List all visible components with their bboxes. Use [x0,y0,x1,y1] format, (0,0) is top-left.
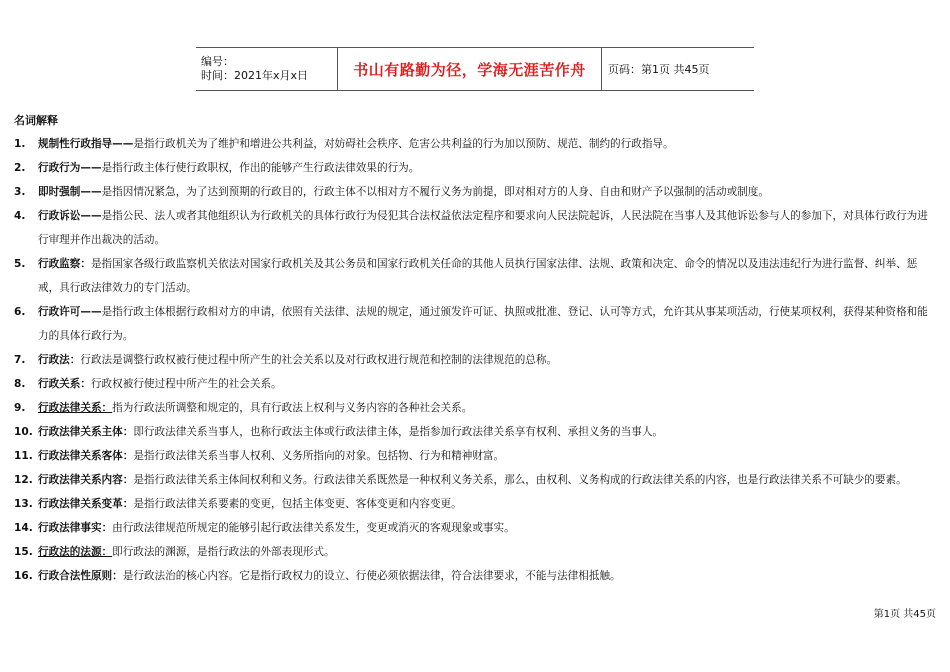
item-number: 3. [14,186,26,198]
item-separator: ： [122,426,134,438]
item-term: 行政许可 [38,306,81,318]
item-term: 行政法律关系客体 [38,450,123,462]
list-item [14,420,938,444]
item-number: 16. [14,570,33,582]
list-item [14,300,938,348]
item-separator: ： [122,450,134,462]
item-number: 1. [14,138,26,150]
list-item [14,132,938,156]
item-separator: ： [122,498,134,510]
item-term: 行政法律关系内容 [38,474,123,486]
item-separator: ： [80,378,91,390]
item-number: 4. [14,210,26,222]
section-title: 名词解释 [14,114,58,127]
footer-page-number: 第1页 共45页 [873,609,936,620]
number-label: 编号： [201,55,234,68]
term-list [14,132,938,588]
item-number: 15. [14,546,33,558]
item-separator: ： [80,258,91,270]
item-number: 8. [14,378,26,390]
item-number: 6. [14,306,26,318]
item-definition: 是指行政主体根据行政相对方的申请，依照有关法律、法规的规定，通过颁发许可证、执照或批准、登记、认可等方式，允许其从事某项活动，行使某项权利，获得某种资格和能力的具体行政行为。 [38,306,928,342]
list-item [14,372,938,396]
list-item [14,252,938,300]
item-term: 行政法律关系变革 [38,498,123,510]
item-definition: 是指因情况紧急，为了达到预期的行政目的，行政主体不以相对方不履行义务为前提，即对相对方的人身、自由和财产予以强制的活动或制度。 [101,186,769,198]
item-term: 行政监察 [38,258,81,270]
list-item [14,468,938,492]
item-separator: —— [80,162,102,174]
item-separator: ： [122,474,134,486]
item-separator: —— [80,210,102,222]
item-number: 5. [14,258,26,270]
list-item [14,540,938,564]
item-definition: 是指行政法律关系当事人权利、义务所指向的对象。包括物、行为和精神财富。 [133,450,505,462]
item-number: 9. [14,402,26,414]
item-number: 10. [14,426,33,438]
list-item [14,156,938,180]
item-separator: ： [69,354,81,366]
item-separator: —— [80,186,102,198]
item-term: 行政合法性原则 [38,570,113,582]
header-table [196,47,754,91]
time-label: 时间：2021年x月x日 [201,69,309,82]
item-term: 行政法 [38,354,70,366]
item-definition: 行政权被行使过程中所产生的社会关系。 [90,378,282,390]
list-item [14,516,938,540]
item-number: 12. [14,474,33,486]
item-definition: 是指行政法律关系要素的变更，包括主体变更、客体变更和内容变更。 [133,498,462,510]
list-item [14,180,938,204]
list-item [14,564,938,588]
item-number: 13. [14,498,33,510]
item-number: 7. [14,354,26,366]
list-item [14,492,938,516]
item-number: 14. [14,522,33,534]
item-separator: —— [80,306,102,318]
list-item [14,396,938,420]
item-separator: —— [112,138,134,150]
list-item [14,444,938,468]
list-item [14,204,938,252]
list-item [14,348,938,372]
item-term: 行政法律关系： [38,402,113,414]
item-separator: ： [101,522,113,534]
item-number: 2. [14,162,26,174]
item-definition: 是指国家各级行政监察机关依法对国家行政机关及其公务员和国家行政机关任命的其他人员执行国家法律、法规、政策和决定、命令的情况以及违法违纪行为进行监督、纠举、惩戒，具行政法律效力的专门活动。 [38,258,918,294]
item-separator: ： [112,570,123,582]
item-term: 行政法律关系主体 [38,426,123,438]
item-definition: 是指行政法律关系主体间权利和义务。行政法律关系既然是一种权利义务关系，那么，由权利、义务构成的行政法律关系的内容，也是行政法律关系不可缺少的要素。 [133,474,907,486]
header-meta-cell [196,48,338,90]
item-term: 行政关系 [38,378,81,390]
item-definition: 是指行政机关为了维护和增进公共利益，对妨碍社会秩序、危害公共利益的行为加以预防、规范、制约的行政指导。 [133,138,674,150]
item-definition: 行政法是调整行政权被行使过程中所产生的社会关系以及对行政权进行规范和控制的法律规范的总称。 [80,354,558,366]
motto: 书山有路勤为径，学海无涯苦作舟 [338,48,602,90]
item-term: 行政法律事实 [38,522,102,534]
item-term: 行政诉讼 [38,210,81,222]
item-definition: 即行政法的渊源，是指行政法的外部表现形式。 [112,546,335,558]
item-term: 行政法的法源： [38,546,113,558]
item-definition: 是指公民、法人或者其他组织认为行政机关的具体行政行为侵犯其合法权益依法定程序和要求向人民法院起诉，人民法院在当事人及其他诉讼参与人的参加下，对具体行政行为进行审理并作出裁决的活动。 [38,210,928,246]
item-term: 规制性行政指导 [38,138,113,150]
item-term: 行政行为 [38,162,81,174]
item-number: 11. [14,450,33,462]
item-definition: 指为行政法所调整和规定的，具有行政法上权利与义务内容的各种社会关系。 [112,402,473,414]
item-term: 即时强制 [38,186,81,198]
page-label: 页码：第1页 共45页 [608,63,710,76]
item-definition: 是指行政主体行使行政职权，作出的能够产生行政法律效果的行为。 [101,162,420,174]
item-definition: 由行政法律规范所规定的能够引起行政法律关系发生，变更或消灭的客观现象或事实。 [112,522,515,534]
item-definition: 即行政法律关系当事人，也称行政法主体或行政法律主体，是指参加行政法律关系享有权利、承担义务的当事人。 [133,426,664,438]
item-definition: 是行政法治的核心内容。它是指行政权力的设立、行使必须依据法律，符合法律要求，不能与法律相抵触。 [122,570,621,582]
